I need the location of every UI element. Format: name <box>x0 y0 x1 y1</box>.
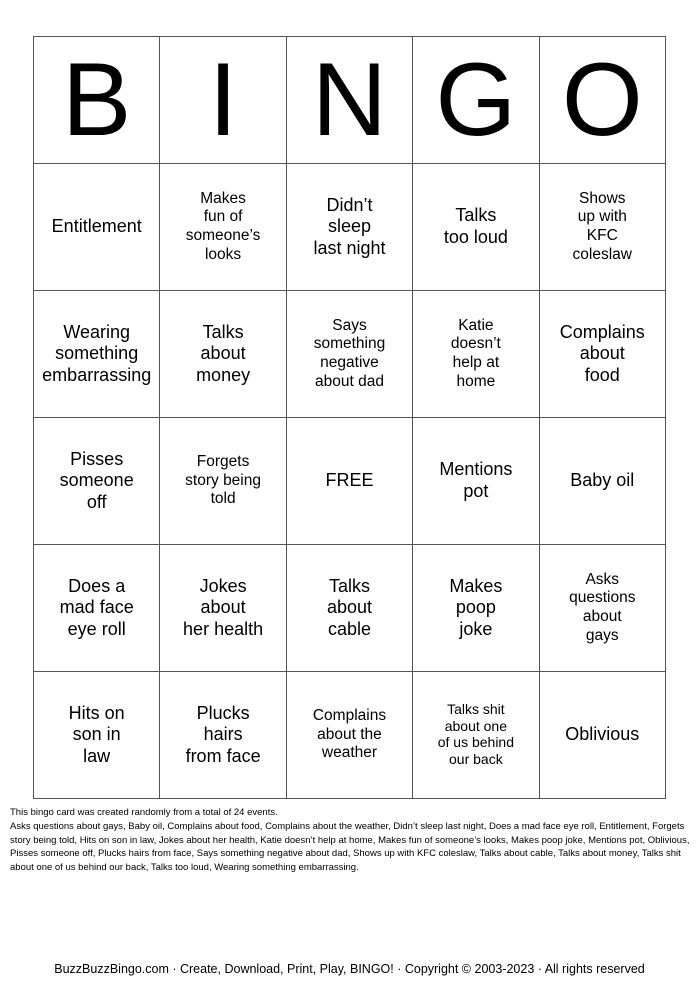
header-letter-g: G <box>413 37 539 164</box>
bingo-cell <box>539 545 665 672</box>
cell-text: Talks about cable <box>326 575 372 639</box>
event-count-note: This bingo card was created randomly from a total of 24 events. <box>10 807 278 818</box>
bingo-cell <box>286 545 412 672</box>
cell-text: Jokes about her health <box>183 575 264 639</box>
cell-text: Asks questions about gays <box>569 570 636 644</box>
cell-text: Pisses someone off <box>59 448 134 512</box>
bingo-cell <box>413 418 539 545</box>
footer-copyright: BuzzBuzzBingo.com · Create, Download, Print, Play, BINGO! · Copyright © 2003-2023 · All rights reserved <box>54 962 645 976</box>
cell-text: Wearing something embarrassing <box>42 321 152 385</box>
bingo-card <box>33 36 666 799</box>
cell-text: Oblivious <box>565 724 640 745</box>
bingo-cell <box>160 672 286 799</box>
bingo-cell <box>160 418 286 545</box>
bingo-cell <box>539 291 665 418</box>
bingo-row-3 <box>34 418 666 545</box>
cell-text: Shows up with KFC coleslaw <box>572 189 632 263</box>
cell-text: Mentions pot <box>439 459 513 501</box>
bingo-cell <box>160 545 286 672</box>
cell-text: Talks too loud <box>443 205 508 247</box>
bingo-cell <box>160 291 286 418</box>
cell-text: Talks shit about one of us behind our back <box>437 700 515 768</box>
bingo-cell <box>539 164 665 291</box>
bingo-row-2 <box>34 291 666 418</box>
header-letter-i: I <box>160 37 286 164</box>
cell-text: Didn’t sleep last night <box>313 194 386 258</box>
cell-text: Makes poop joke <box>449 575 503 639</box>
cell-text: Complains about the weather <box>312 707 387 762</box>
bingo-cell <box>413 291 539 418</box>
bingo-cell <box>286 291 412 418</box>
bingo-cell <box>34 672 160 799</box>
bingo-cell <box>34 164 160 291</box>
bingo-cell <box>413 672 539 799</box>
bingo-cell <box>539 672 665 799</box>
header-letter-b: B <box>34 37 160 164</box>
header-letter-o: O <box>539 37 665 164</box>
cell-text: Katie doesn’t help at home <box>450 316 501 390</box>
bingo-cell <box>34 418 160 545</box>
bingo-cell <box>413 545 539 672</box>
bingo-cell <box>34 291 160 418</box>
cell-text: Plucks hairs from face <box>185 702 261 766</box>
bingo-row-4 <box>34 545 666 672</box>
cell-text: Entitlement <box>51 216 142 237</box>
bingo-cell-free <box>286 418 412 545</box>
cell-text: Does a mad face eye roll <box>59 575 134 639</box>
cell-text: Says something negative about dad <box>313 316 386 390</box>
bingo-row-5 <box>34 672 666 799</box>
bingo-cell <box>539 418 665 545</box>
cell-text: Baby oil <box>570 470 635 491</box>
header-letter-n: N <box>286 37 412 164</box>
free-space-text: FREE <box>325 470 374 491</box>
bingo-cell <box>286 164 412 291</box>
bingo-cell <box>34 545 160 672</box>
bingo-header-row <box>34 37 666 164</box>
cell-text: Complains about food <box>559 321 645 385</box>
cell-text: Hits on son in law <box>68 702 125 766</box>
cell-text: Makes fun of someone’s looks <box>185 189 261 263</box>
event-list-note: Asks questions about gays, Baby oil, Complains about food, Complains about the weather, Didn’t sleep last night, Does a mad face eye roll, Entitlement, Forgets story being told, Hits on son in law, Jokes about her health, Katie doesn’t help at home, Makes fun of someone’s looks, Makes poop joke, Mentions pot, Oblivious, Pisses someone off, Plucks hairs from face, Says something negative about dad, Shows up with KFC coleslaw, Talks about cable, Talks about money, Talks shit about one of us behind our back, Talks too loud, Wearing something embarrassing. <box>10 820 690 874</box>
cell-text: Talks about money <box>196 321 251 385</box>
bingo-cell <box>286 672 412 799</box>
cell-text: Forgets story being told <box>185 453 261 508</box>
bingo-cell <box>160 164 286 291</box>
bingo-row-1 <box>34 164 666 291</box>
card-notes <box>10 806 690 875</box>
bingo-cell <box>413 164 539 291</box>
